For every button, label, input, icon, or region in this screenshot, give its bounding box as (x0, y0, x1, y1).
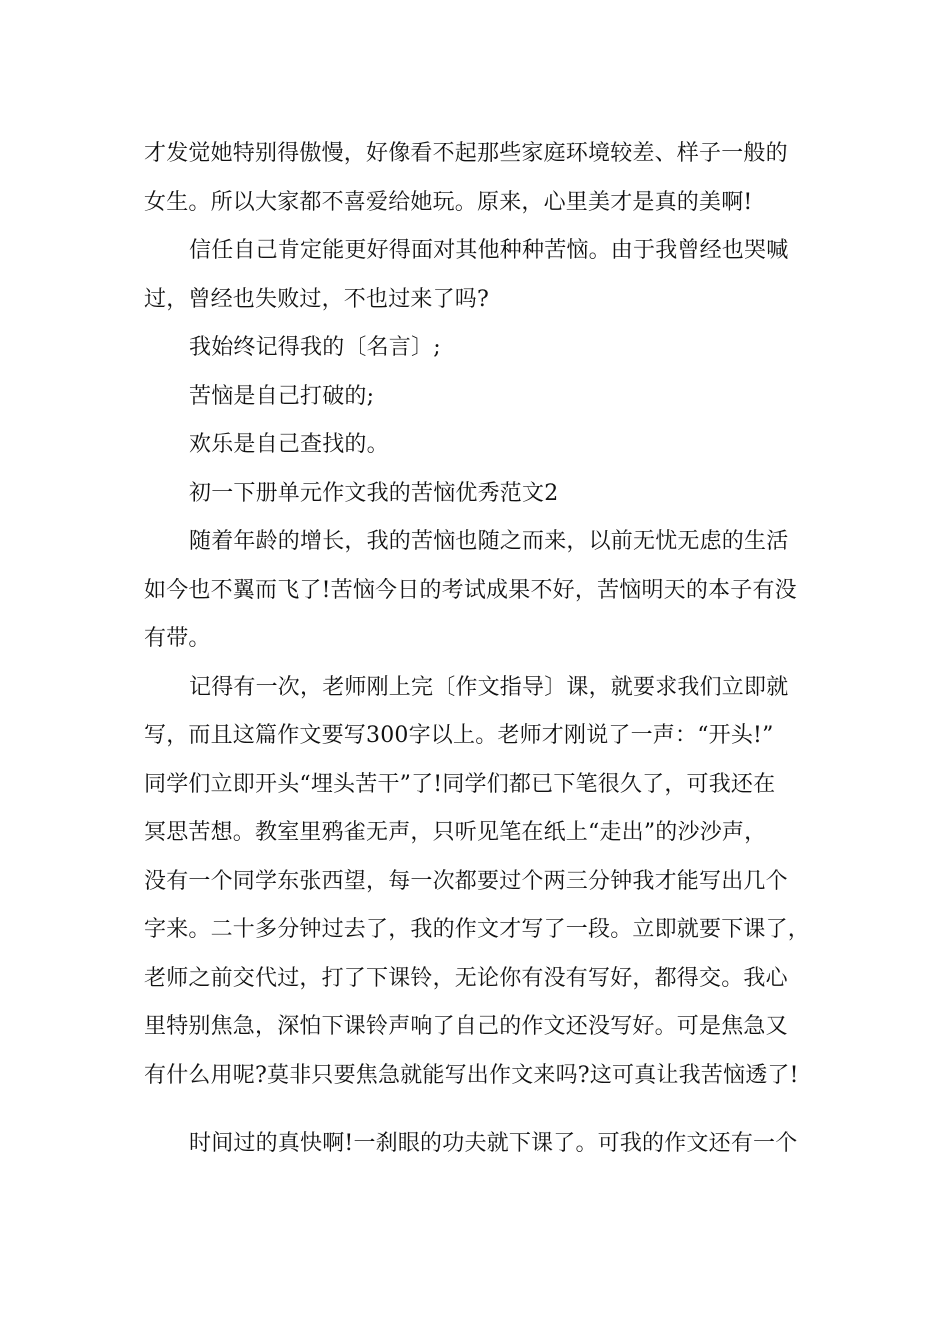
text-line: 冥思苦想。教室里鸦雀无声，只听见笔在纸上“走出”的沙沙声， (144, 820, 767, 845)
text-line: 如今也不翼而飞了!苦恼今日的考试成果不好，苦恼明天的本子有没 (144, 577, 797, 603)
text-line: 才发觉她特别得傲慢，好像看不起那些家庭环境较差、样子一般的 (144, 141, 788, 166)
text-line: 女生。所以大家都不喜爱给她玩。原来，心里美才是真的美啊! (144, 189, 753, 215)
paragraph-gap (144, 1100, 824, 1120)
text-line: 有什么用呢?莫非只要焦急就能写出作文来吗?这可真让我苦恼透了! (144, 1062, 799, 1088)
paragraph-start-line: 随着年龄的增长，我的苦恼也随之而来，以前无忧无虑的生活 (189, 529, 789, 554)
paragraph-start-line: 欢乐是自己查找的。 (189, 432, 389, 457)
text-line: 老师之前交代过，打了下课铃，无论你有没有写好，都得交。我心 (144, 965, 788, 991)
paragraph-start-line: 我始终记得我的〔名言〕; (189, 335, 441, 360)
text-line: 过，曾经也失败过，不也过来了吗? (144, 286, 489, 312)
text-line: 字来。二十多分钟过去了，我的作文才写了一段。立即就要下课了， (144, 917, 811, 942)
section-title: 初一下册单元作文我的苦恼优秀范文2 (189, 480, 559, 506)
paragraph-start-line: 记得有一次，老师刚上完〔作文指导〕课，就要求我们立即就 (189, 674, 789, 700)
paragraph-start-line: 信任自己肯定能更好得面对其他种种苦恼。由于我曾经也哭喊 (189, 238, 789, 263)
text-line: 同学们立即开头“埋头苦干”了!同学们都已下笔很久了，可我还在 (144, 771, 776, 797)
text-line: 没有一个同学东张西望，每一次都要过个两三分钟我才能写出几个 (144, 868, 788, 894)
text-line: 写，而且这篇作文要写300字以上。老师才刚说了一声：“开头!” (144, 723, 774, 748)
document-body (144, 130, 824, 1169)
paragraph-start-line: 苦恼是自己打破的; (189, 383, 375, 409)
text-line: 有带。 (144, 626, 211, 651)
text-line: 里特别焦急，深怕下课铃声响了自己的作文还没写好。可是焦急又 (144, 1014, 788, 1039)
paragraph-start-line: 时间过的真快啊!一刹眼的功夫就下课了。可我的作文还有一个 (189, 1131, 798, 1156)
